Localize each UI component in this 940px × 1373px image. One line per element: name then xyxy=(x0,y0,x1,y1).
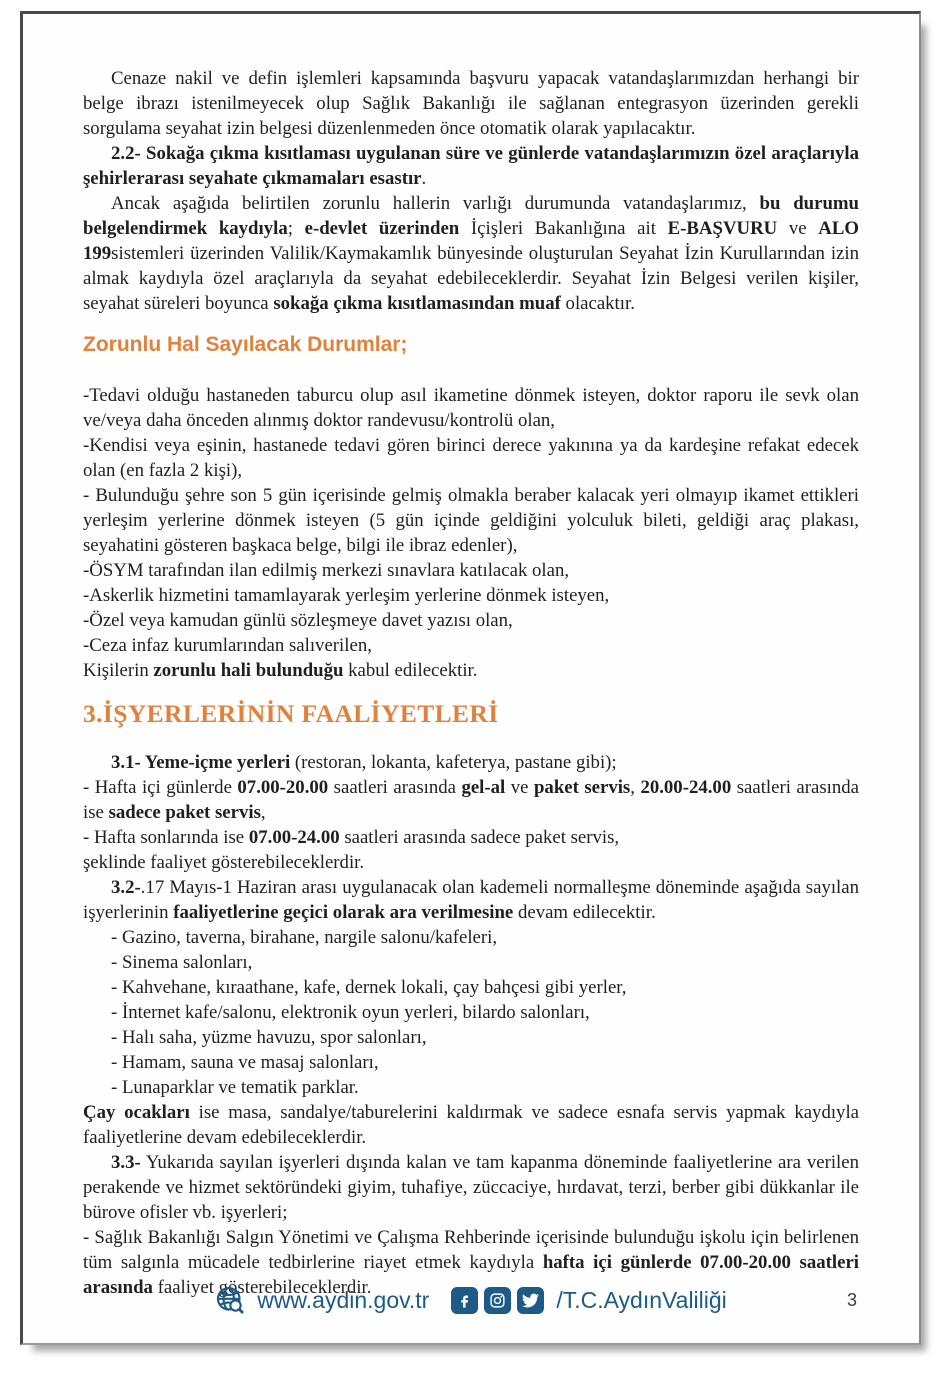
text-run: ; xyxy=(287,218,305,239)
text-run: 3.1- Yeme-içme yerleri xyxy=(111,752,291,773)
text-run: saatleri arasında xyxy=(328,777,462,798)
section-heading xyxy=(83,701,859,726)
list-item xyxy=(83,975,859,1000)
paragraph xyxy=(83,483,859,558)
text-run: -Ceza infaz kurumlarından salıverilen, xyxy=(83,635,372,656)
paragraph xyxy=(83,558,859,583)
text-run: (restoran, lokanta, kafeterya, pastane gibi); xyxy=(290,752,617,773)
page-footer xyxy=(23,1283,919,1317)
twitter-icon xyxy=(517,1287,544,1314)
text-run: , xyxy=(630,777,641,798)
text-run: bu durumu belgelendirmek kaydıyla xyxy=(83,193,859,239)
list-item xyxy=(83,1000,859,1025)
paragraph xyxy=(83,141,859,191)
text-run: -ÖSYM tarafından ilan edilmiş merkezi sınavlara katılacak olan, xyxy=(83,560,570,581)
footer-website: www.aydin.gov.tr xyxy=(257,1286,430,1313)
text-run: - Halı saha, yüzme havuzu, spor salonları, xyxy=(111,1027,427,1048)
text-run: sokağa çıkma kısıtlamasından muaf xyxy=(273,293,561,314)
footer-social-handle: /T.C.AydınValiliği xyxy=(556,1286,727,1313)
text-run: - Lunaparklar ve tematik parklar. xyxy=(111,1077,359,1098)
text-run: Yukarıda sayılan işyerleri dışında kalan ve tam kapanma döneminde faaliyetlerine ara verilen perakende ve hizmet sektöründeki giyim, tuhafiye, züccaciye, hırdavat, terzi, berber gibi dükkanlar ile bürove ofisler vb. işyerleri; xyxy=(83,1152,859,1223)
text-run: - İnternet kafe/salonu, elektronik oyun yerleri, bilardo salonları, xyxy=(111,1002,590,1023)
text-run: . xyxy=(421,168,427,189)
paragraph xyxy=(83,608,859,633)
text-run: sistemleri üzerinden Valilik/Kaymakamlık bünyesinde oluşturulan Seyahat İzin Kurullarından izin almak kaydıyla özel araçlarıyla da seyahat edebileceklerdir. Seyahat İzin Belgesi verilen kişiler, seyahat süreleri boyunca xyxy=(83,243,859,314)
text-run: e-devlet üzerinden xyxy=(304,218,460,239)
text-run: faaliyetlerine geçici olarak ara verilmesine xyxy=(173,902,514,923)
document-body xyxy=(23,14,919,1300)
list-item xyxy=(83,1025,859,1050)
text-run: 07.00-20.00 xyxy=(237,777,329,798)
list-item xyxy=(83,925,859,950)
facebook-icon xyxy=(451,1287,478,1314)
paragraph xyxy=(83,658,859,683)
text-run: şeklinde faaliyet gösterebileceklerdir. xyxy=(83,852,365,873)
text-run: - Kahvehane, kıraathane, kafe, dernek lokali, çay bahçesi gibi yerler, xyxy=(111,977,627,998)
text-run: ve xyxy=(777,218,819,239)
text-run: saatleri arasında sadece paket servis, xyxy=(339,827,620,848)
social-icons xyxy=(451,1287,544,1314)
paragraph xyxy=(83,433,859,483)
paragraph xyxy=(83,191,859,316)
text-run: E-BAŞVURU xyxy=(667,218,778,239)
text-run: gel-al xyxy=(461,777,506,798)
text-run: - Hafta sonlarında ise xyxy=(83,827,249,848)
text-run: - Bulunduğu şehre son 5 gün içerisinde gelmiş olmakla beraber kalacak yeri olmayıp ikamet ettikleri yerleşim yerlerine dönmek isteyen (5 gün içinde geldiğini yolculuk bileti, geldiği araç plakası, seyahatini gösteren başkaca belge, bilgi ile ibraz edenler), xyxy=(83,485,859,556)
paragraph xyxy=(83,1100,859,1150)
list-item xyxy=(83,1075,859,1100)
section-heading xyxy=(83,332,859,357)
text-run: faaliyet gösterebileceklerdir. xyxy=(152,1277,372,1298)
text-run: 20.00-24.00 xyxy=(640,777,732,798)
page-number: 3 xyxy=(846,1290,857,1310)
text-run: -Askerlik hizmetini tamamlayarak yerleşim yerlerine dönmek isteyen, xyxy=(83,585,610,606)
text-run: zorunlu hali bulunduğu xyxy=(153,660,344,681)
text-run: -Özel veya kamudan günlü sözleşmeye davet yazısı olan, xyxy=(83,610,513,631)
text-run: -Kendisi veya eşinin, hastanede tedavi gören birinci derece yakınına ya da kardeşine refakat edecek olan (en fazla 2 kişi), xyxy=(83,435,859,481)
globe-icon xyxy=(215,1285,245,1315)
text-run: 2.2- Sokağa çıkma kısıtlaması uygulanan süre ve günlerde vatandaşlarımızın özel araçlarıyla şehirlerarası seyahate çıkmamaları esastır xyxy=(83,143,859,189)
text-run: Çay ocakları xyxy=(83,1102,190,1123)
text-run: olacaktır. xyxy=(560,293,635,314)
text-run: Ancak aşağıda belirtilen zorunlu hallerin varlığı durumunda vatandaşlarımız, xyxy=(111,193,760,214)
text-run: İçişleri Bakanlığına ait xyxy=(459,218,668,239)
text-run: - Sağlık Bakanlığı Salgın Yönetimi ve Çalışma Rehberinde içerisinde bulunduğu işkolu için belirlenen tüm salgınla mücadele tedbirlerine riayet etmek kaydıyla xyxy=(83,1227,859,1273)
text-run: Kişilerin xyxy=(83,660,154,681)
text-run: 07.00-24.00 xyxy=(248,827,340,848)
paragraph xyxy=(83,775,859,825)
text-run: Zorunlu Hal Sayılacak Durumlar; xyxy=(83,333,408,356)
text-run: kabul edilecektir. xyxy=(343,660,478,681)
text-run: paket servis xyxy=(533,777,631,798)
text-run: , xyxy=(260,802,266,823)
text-run: - Sinema salonları, xyxy=(111,952,253,973)
text-run: - Gazino, taverna, birahane, nargile salonu/kafeleri, xyxy=(111,927,498,948)
text-run: 3.3- xyxy=(111,1152,141,1173)
text-run: 3.2- xyxy=(111,877,141,898)
text-run: -Tedavi olduğu hastaneden taburcu olup asıl ikametine dönmek isteyen, doktor raporu ile sevk olan ve/veya daha önceden alınmış doktor randevusu/kontrolü olan, xyxy=(83,385,859,431)
text-run: 3.İŞYERLERİNİN FAALİYETLERİ xyxy=(83,699,499,728)
text-run: ise masa, sandalye/taburelerini kaldırmak ve sadece esnafa servis yapmak kaydıyla faaliyetlerine devam edebileceklerdir. xyxy=(83,1102,859,1148)
text-run: ALO 199 xyxy=(83,218,859,264)
paragraph xyxy=(83,1150,859,1225)
text-run: sadece paket servis xyxy=(108,802,261,823)
paragraph xyxy=(83,875,859,925)
text-run: hafta içi günlerde 07.00-20.00 saatleri arasında xyxy=(83,1252,860,1298)
document-page xyxy=(20,11,921,1345)
list-item xyxy=(83,950,859,975)
text-run: saatleri arasında ise xyxy=(83,777,859,823)
text-run: .17 Mayıs-1 Haziran arası uygulanacak olan kademeli normalleşme döneminde aşağıda sayılan işyerlerinin xyxy=(83,877,859,923)
paragraph xyxy=(83,850,859,875)
list-item xyxy=(83,1050,859,1075)
paragraph xyxy=(83,825,859,850)
text-run: - Hamam, sauna ve masaj salonları, xyxy=(111,1052,379,1073)
text-run: ve xyxy=(505,777,534,798)
paragraph xyxy=(83,750,859,775)
text-run: Cenaze nakil ve defin işlemleri kapsamında başvuru yapacak vatandaşlarımızdan herhangi bir belge ibrazı istenilmeyecek olup Sağlık Bakanlığı ile sağlanan entegrasyon üzerinden gerekli sorgulama seyahat izin belgesi düzenlenmeden önce otomatik olarak yapılacaktır. xyxy=(83,68,859,139)
paragraph xyxy=(83,633,859,658)
paragraph xyxy=(83,383,859,433)
text-run: devam edilecektir. xyxy=(513,902,656,923)
instagram-icon xyxy=(484,1287,511,1314)
text-run: - Hafta içi günlerde xyxy=(83,777,238,798)
paragraph xyxy=(83,583,859,608)
paragraph xyxy=(83,66,859,141)
